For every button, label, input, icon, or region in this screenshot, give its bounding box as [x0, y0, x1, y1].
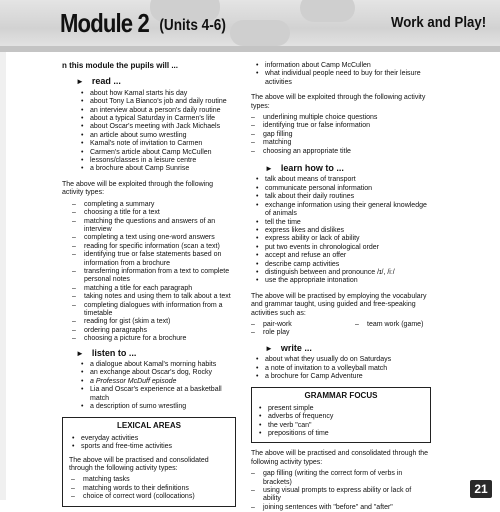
module-title [60, 8, 226, 39]
list-item: • a brochure for Camp Adventure [265, 373, 431, 381]
list-item: • lessons/classes in a leisure centre [90, 157, 236, 165]
list-item: – gap filling (writing the correct form of verbs in brackets) [263, 470, 431, 487]
learn-activity-columns [251, 321, 431, 338]
list-item: • an interview about a person's daily routine [90, 107, 236, 115]
list-item: • an article about sumo wrestling [90, 132, 236, 140]
list-item: • about Tony La Bianco's job and daily routine [90, 98, 236, 106]
header-shadow [0, 46, 500, 52]
list-item: • about what they usually do on Saturdays [265, 356, 431, 364]
list-item: – matching tasks [83, 476, 229, 484]
list-item: – completing a text using one-word answers [84, 234, 236, 242]
page-edge [0, 52, 6, 500]
list-item: • sports and free-time activities [81, 443, 229, 451]
list-item: • prepositions of time [268, 430, 424, 438]
learn-heading-text: learn how to ... [280, 163, 344, 174]
learn-activity-intro: The above will be practised by employing the vocabulary and grammar taught, using guided and free-speaking activities such as: [251, 292, 427, 317]
list-item: • express likes and dislikes [265, 227, 431, 235]
listen-heading-text: listen to ... [91, 347, 137, 358]
list-item: • put two events in chronological order [265, 244, 431, 252]
module-title-text: Module 2 [60, 8, 149, 38]
list-item: • a note of invitation to a volleyball match [265, 365, 431, 373]
list-item: • express ability or lack of ability [265, 235, 431, 243]
list-item: • Carmen's article about Camp McCullen [90, 149, 236, 157]
list-item-text: a Professor McDuff episode [90, 377, 177, 385]
list-item: • an exchange about Oscar's dog, Rocky [90, 369, 236, 377]
list-item: – transferring information from a text to complete personal notes [84, 268, 236, 285]
grammar-focus-box [251, 387, 431, 443]
learn-activity-list-a [251, 321, 355, 338]
list-item: – matching a title for each paragraph [84, 285, 236, 293]
left-column [62, 62, 236, 507]
read-activity-intro: The above will be exploited through the following activity types: [62, 180, 213, 197]
right-activity-list [251, 114, 431, 156]
lexical-activity-list [69, 476, 229, 501]
list-item: – choice of correct word (collocations) [83, 493, 229, 501]
list-item: – taking notes and using them to talk about a text [84, 293, 236, 301]
write-list [251, 356, 431, 381]
list-item: • exchange information using their general knowledge of animals [265, 202, 431, 219]
learn-activity-list-b [355, 321, 423, 338]
lexical-areas-title: LEXICAL AREAS [116, 421, 181, 431]
list-item: – choosing an appropriate title [263, 148, 431, 156]
read-heading [76, 77, 236, 86]
list-item: – completing dialogues with information from a timetable [84, 302, 236, 319]
list-item: – matching words to their definitions [83, 485, 229, 493]
list-item: • a dialogue about Kamal's morning habits [90, 361, 236, 369]
learn-heading [265, 164, 431, 173]
list-item: • adverbs of frequency [268, 413, 424, 421]
lexical-activity-intro: The above will be practised and consolidated through the following activity types: [69, 456, 209, 473]
list-item: – choosing a title for a text [84, 209, 236, 217]
list-item: • about a typical Saturday in Carmen's life [90, 115, 236, 123]
grammar-list [258, 405, 424, 439]
list-item: • communicate personal information [265, 185, 431, 193]
list-item: – completing a summary [84, 201, 236, 209]
module-header [0, 0, 500, 52]
list-item: • talk about means of transport [265, 176, 431, 184]
arrow-right-icon: ► [265, 164, 273, 174]
read-continued-list [251, 62, 431, 87]
list-item: – identifying true or false statements based on information from a brochure [84, 251, 236, 268]
right-column [251, 62, 431, 512]
list-item: • present simple [268, 405, 424, 413]
list-item: – role play [263, 329, 355, 337]
list-item: – identifying true or false information [263, 122, 431, 130]
lexical-list [69, 435, 229, 452]
arrow-right-icon: ► [265, 343, 273, 353]
list-item [90, 378, 236, 386]
list-item: – team work (game) [367, 321, 423, 329]
list-item: – reading for specific information (scan a text) [84, 243, 236, 251]
list-item: – underlining multiple choice questions [263, 114, 431, 122]
list-item: • a description of sumo wrestling [90, 403, 236, 411]
units-text: (Units 4-6) [159, 17, 226, 34]
listen-heading [76, 349, 236, 358]
list-item: • talk about their daily routines [265, 193, 431, 201]
puzzle-piece-decoration [230, 20, 290, 46]
list-item: • everyday activities [81, 435, 229, 443]
listen-list [62, 361, 236, 411]
right-activity-intro: The above will be exploited through the following activity types: [251, 94, 426, 110]
write-heading-text: write ... [280, 342, 312, 353]
list-item: • distinguish between and pronounce /ɪ/, /iː/ [265, 269, 431, 277]
list-item: • use the appropriate intonation [265, 277, 431, 285]
list-item: – ordering paragraphs [84, 327, 236, 335]
list-item: • a brochure about Camp Sunrise [90, 165, 236, 173]
list-item: • about Oscar's meeting with Jack Michaels [90, 123, 236, 131]
list-item: – reading for gist (skim a text) [84, 318, 236, 326]
list-item: – gap filling [263, 131, 431, 139]
read-heading-text: read ... [91, 76, 121, 87]
list-item: • tell the time [265, 219, 431, 227]
list-item: • what individual people need to buy for their leisure activities [265, 70, 431, 87]
list-item: • Lia and Oscar's experience at a basketball match [90, 386, 236, 403]
puzzle-piece-decoration [300, 0, 355, 22]
list-item: • describe camp activities [265, 261, 431, 269]
list-item: • accept and refuse an offer [265, 252, 431, 260]
list-item: • the verb "can" [268, 422, 424, 430]
page-number: 21 [470, 480, 492, 498]
list-item: – choosing a picture for a brochure [84, 335, 236, 343]
list-item: • Kamal's note of invitation to Carmen [90, 140, 236, 148]
learn-list [251, 176, 431, 285]
list-item: – pair-work [263, 321, 355, 329]
lexical-areas-box [62, 417, 236, 506]
work-and-play-title: Work and Play! [390, 14, 486, 31]
list-item: – joining sentences with "before" and "after" [263, 504, 431, 512]
write-heading [265, 344, 431, 353]
list-item: • information about Camp McCullen [265, 62, 431, 70]
list-item: – matching the questions and answers of an interview [84, 218, 236, 235]
read-list [62, 90, 236, 174]
list-item: • about how Kamal starts his day [90, 90, 236, 98]
list-item: – using visual prompts to express ability or lack of ability [263, 487, 431, 504]
grammar-activity-intro: The above will be practised and consolidated through the following activity types: [251, 450, 429, 466]
read-activity-list [62, 201, 236, 344]
grammar-activity-list [251, 470, 431, 512]
grammar-focus-title: GRAMMAR FOCUS [304, 391, 378, 401]
arrow-right-icon: ► [76, 348, 84, 358]
arrow-right-icon: ► [76, 77, 84, 87]
intro-text: n this module the pupils will ... [62, 61, 179, 70]
list-item: – matching [263, 139, 431, 147]
